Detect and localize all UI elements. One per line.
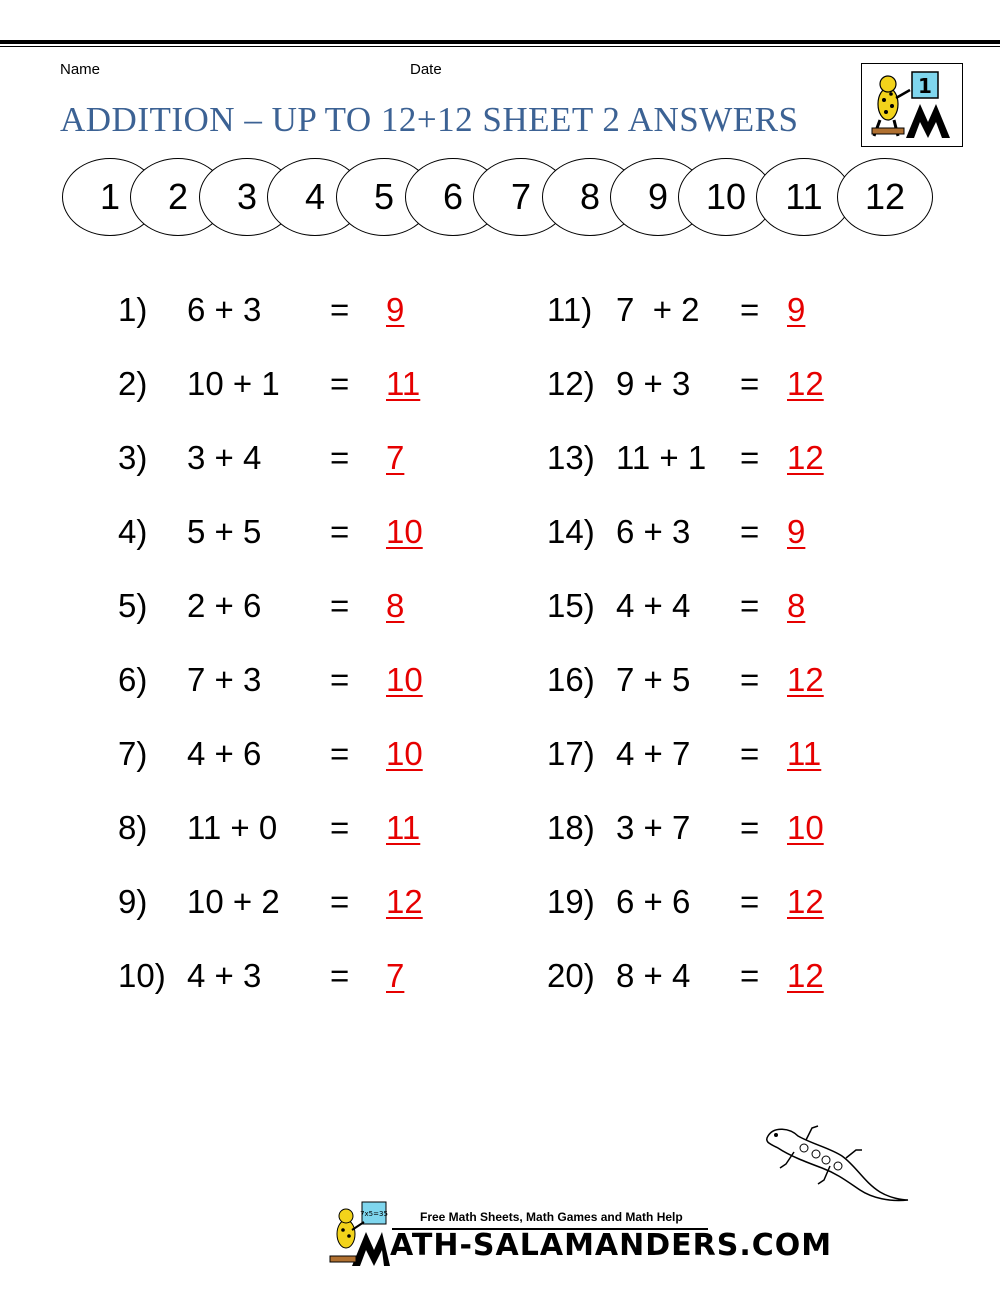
question-expression: 11 + 0 — [187, 809, 278, 846]
question-number: 12) — [547, 365, 595, 402]
question-number: 20) — [547, 957, 595, 994]
answer: 12 — [787, 661, 824, 698]
answer: 7 — [386, 439, 405, 476]
equals-sign: = — [740, 809, 760, 846]
question-number: 19) — [547, 883, 595, 920]
question-expression: 10 + 2 — [187, 883, 280, 920]
number-bubble: 5 — [336, 158, 432, 236]
number-line — [62, 158, 942, 240]
answer: 9 — [787, 291, 806, 328]
question-number: 14) — [547, 513, 595, 550]
question-expression: 8 + 4 — [616, 957, 691, 994]
answer: 12 — [787, 883, 824, 920]
question-expression: 7 + 5 — [616, 661, 691, 698]
equals-sign: = — [330, 365, 350, 402]
question-number: 9) — [118, 883, 148, 920]
question-expression: 7 + 2 — [616, 291, 700, 328]
equals-sign: = — [330, 735, 350, 772]
question-expression: 10 + 1 — [187, 365, 280, 402]
equals-sign: = — [740, 513, 760, 550]
equals-sign: = — [330, 809, 350, 846]
question-number: 6) — [118, 661, 148, 698]
number-bubble: 10 — [678, 158, 774, 236]
question-number: 8) — [118, 809, 148, 846]
question-expression: 4 + 6 — [187, 735, 262, 772]
equals-sign: = — [740, 439, 760, 476]
answer: 10 — [386, 661, 423, 698]
question-number: 16) — [547, 661, 595, 698]
equals-sign: = — [740, 661, 760, 698]
number-bubble: 2 — [130, 158, 226, 236]
question-expression: 6 + 3 — [616, 513, 691, 550]
equals-sign: = — [740, 291, 760, 328]
answer: 12 — [787, 365, 824, 402]
answer: 8 — [787, 587, 806, 624]
question-expression: 6 + 6 — [616, 883, 691, 920]
answer: 11 — [386, 809, 421, 846]
question-number: 11) — [547, 291, 593, 328]
footer-tagline: Free Math Sheets, Math Games and Math Help — [420, 1210, 683, 1224]
equals-sign: = — [740, 883, 760, 920]
question-expression: 4 + 4 — [616, 587, 691, 624]
page-title: ADDITION – UP TO 12+12 SHEET 2 ANSWERS — [60, 100, 799, 139]
number-bubble: 11 — [756, 158, 852, 236]
equals-sign: = — [740, 587, 760, 624]
question-number: 3) — [118, 439, 148, 476]
answer: 10 — [386, 513, 423, 550]
question-expression: 2 + 6 — [187, 587, 262, 624]
number-bubble: 6 — [405, 158, 501, 236]
equals-sign: = — [740, 365, 760, 402]
footer-brand: ATH-SALAMANDERS.COM — [390, 1228, 833, 1263]
equals-sign: = — [330, 291, 350, 328]
question-number: 10) — [118, 957, 166, 994]
question-number: 5) — [118, 587, 148, 624]
answer: 10 — [787, 809, 824, 846]
answer: 12 — [787, 439, 824, 476]
answer: 12 — [787, 957, 824, 994]
number-bubble: 3 — [199, 158, 295, 236]
number-bubble: 4 — [267, 158, 363, 236]
number-bubble: 1 — [62, 158, 158, 236]
logo-grade: 1 — [918, 74, 932, 98]
question-expression: 4 + 7 — [616, 735, 691, 772]
footer-logo-text: 7x5=35 — [360, 1210, 388, 1218]
question-number: 13) — [547, 439, 595, 476]
question-expression: 3 + 7 — [616, 809, 691, 846]
question-number: 7) — [118, 735, 148, 772]
question-number: 1) — [118, 291, 148, 328]
answer: 9 — [787, 513, 806, 550]
top-rule-thin — [0, 46, 1000, 47]
equals-sign: = — [740, 957, 760, 994]
number-bubble: 9 — [610, 158, 706, 236]
equals-sign: = — [330, 661, 350, 698]
question-expression: 6 + 3 — [187, 291, 262, 328]
answer: 11 — [787, 735, 822, 772]
salamander-logo — [861, 63, 963, 147]
top-rule — [0, 40, 1000, 44]
question-expression: 9 + 3 — [616, 365, 691, 402]
equals-sign: = — [330, 587, 350, 624]
number-bubble: 8 — [542, 158, 638, 236]
answer: 12 — [386, 883, 423, 920]
salamander-drawing-icon — [760, 1122, 910, 1202]
question-expression: 5 + 5 — [187, 513, 262, 550]
footer-logo-icon — [326, 1200, 390, 1270]
equals-sign: = — [740, 735, 760, 772]
number-bubble: 12 — [837, 158, 933, 236]
answer: 8 — [386, 587, 405, 624]
question-number: 18) — [547, 809, 595, 846]
name-label: Name — [60, 61, 101, 78]
date-label: Date — [410, 61, 442, 78]
equals-sign: = — [330, 883, 350, 920]
question-number: 15) — [547, 587, 595, 624]
question-expression: 11 + 1 — [616, 439, 707, 476]
equals-sign: = — [330, 439, 350, 476]
number-bubble: 7 — [473, 158, 569, 236]
answer: 10 — [386, 735, 423, 772]
equals-sign: = — [330, 957, 350, 994]
question-expression: 3 + 4 — [187, 439, 262, 476]
answer: 9 — [386, 291, 405, 328]
equals-sign: = — [330, 513, 350, 550]
question-number: 4) — [118, 513, 148, 550]
question-number: 2) — [118, 365, 148, 402]
answer: 11 — [386, 365, 421, 402]
answer: 7 — [386, 957, 405, 994]
question-expression: 7 + 3 — [187, 661, 262, 698]
question-expression: 4 + 3 — [187, 957, 262, 994]
question-number: 17) — [547, 735, 595, 772]
salamander-logo-icon — [862, 64, 962, 146]
